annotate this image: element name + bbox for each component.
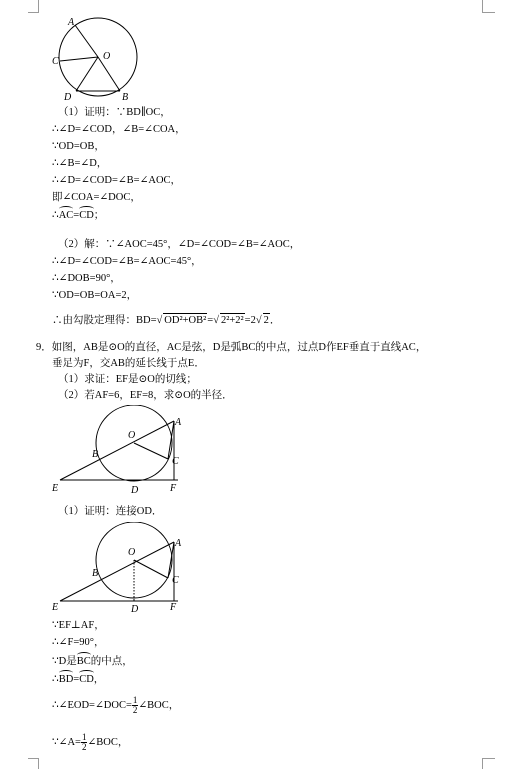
sqrt-two: 2 <box>263 315 269 326</box>
solution2-line-5: ∴由勾股定理得：BD=√ OD²+OB²=√ 2²+2²=2√ 2． <box>52 315 281 326</box>
fig2-label-a: A <box>175 417 182 428</box>
proof9-line-6-prefix: ∵∠A= <box>52 736 81 748</box>
fraction-numerator: 1 <box>132 695 138 705</box>
fig2-label-d: D <box>131 485 139 496</box>
fig3-label-d: D <box>131 604 139 614</box>
proof1-line-2: ∴∠D=∠COD，∠B=∠COA， <box>52 124 186 135</box>
fig3-label-b: B <box>92 568 99 579</box>
proof9-line-6 <box>52 733 128 752</box>
arc-cd: CD <box>79 210 94 221</box>
solution2-line-5-result: =2 <box>244 315 256 326</box>
fig3-label-a: A <box>175 538 182 549</box>
proof9-line-6-suffix: ∠BOC， <box>87 736 129 748</box>
proof1-line-7-suffix: ； <box>93 210 105 221</box>
crop-mark-top-right <box>482 0 495 13</box>
fig3-label-e: E <box>52 602 59 613</box>
figure-circle-1 <box>48 16 148 102</box>
proof1-line-7-equals: = <box>73 210 80 221</box>
proof9-line-2: ∴∠F=90°， <box>52 637 105 648</box>
solution2-line-2: ∴∠D=∠COD=∠B=∠AOC=45°， <box>52 256 202 267</box>
figure-tangent-2 <box>48 522 188 614</box>
fig2-label-o: O <box>128 430 136 441</box>
arc-bc: BC <box>76 656 91 667</box>
fraction-numerator-2: 1 <box>81 732 87 742</box>
solution2-line-5-end: ． <box>269 315 281 326</box>
proof9-line-5 <box>52 696 179 715</box>
proof1-line-4: ∴∠B=∠D， <box>52 158 108 169</box>
arc-cd-2: CD <box>79 674 94 685</box>
proof9-line-3-suffix: 的中点， <box>90 656 133 667</box>
solution2-line-1: （2）解：∵∠AOC=45°，∠D=∠COD=∠B=∠AOC， <box>58 239 301 250</box>
proof9-line-1: ∵EF⊥AF， <box>52 620 105 631</box>
fig3-label-f: F <box>170 602 177 613</box>
crop-mark-bottom-left <box>28 758 39 769</box>
proof9-line-5-suffix: ∠BOC， <box>138 699 180 711</box>
proof1-line-1: （1）证明：∵BD∥OC， <box>58 107 171 118</box>
arc-ac: AC <box>58 210 74 221</box>
sqrt-two-squares: 2²+2² <box>220 315 244 326</box>
proof9-line-4-suffix: ， <box>93 674 105 685</box>
fraction-denominator: 2 <box>132 705 138 715</box>
fig1-label-c: C <box>52 56 59 67</box>
fig1-label-b: B <box>122 92 129 102</box>
proof1-line-3: ∵OD=OB， <box>52 141 105 152</box>
crop-mark-bottom-right <box>482 758 495 769</box>
proof9-line-4-prefix: ∴ <box>52 674 59 685</box>
fig3-label-o: O <box>128 547 136 558</box>
solution2-line-5-equals: = <box>207 315 214 326</box>
sqrt-od-ob: OD²+OB² <box>164 315 207 326</box>
proof9-line-4 <box>52 673 104 686</box>
fig3-label-c: C <box>172 575 179 586</box>
proof9-line-3-prefix: ∵D是 <box>52 656 77 667</box>
question9-line-4: （2）若AF=6，EF=8，求⊙O的半径． <box>58 390 233 401</box>
question9-line-3: （1）求证：EF是⊙O的切线； <box>58 374 197 385</box>
proof1-line-6: 即∠COA=∠DOC， <box>52 192 141 203</box>
solution2-line-3: ∴∠DOB=90°， <box>52 273 121 284</box>
fig1-label-d: D <box>64 92 72 102</box>
question9-line-1: 9．如图，AB是⊙O的直径，AC是弦，D是弧BC的中点，过点D作EF垂直于直线AC， <box>36 342 427 353</box>
proof1-line-7-prefix: ∴ <box>52 210 59 221</box>
solution2-line-5-prefix: ∴由勾股定理得：BD= <box>52 315 157 326</box>
fig1-label-a: A <box>68 17 75 28</box>
proof9-line-3 <box>52 655 133 668</box>
fig2-label-c: C <box>172 456 179 467</box>
fig2-label-f: F <box>170 483 177 494</box>
fig2-label-b: B <box>92 449 99 460</box>
proof1-line-5: ∴∠D=∠COD=∠B=∠AOC， <box>52 175 182 186</box>
fig1-label-o: O <box>103 51 111 62</box>
solution2-line-4: ∵OD=OB=OA=2， <box>52 290 138 301</box>
question9-line-2: 垂足为F，交AB的延长线于点E． <box>52 358 205 369</box>
proof9-intro: （1）证明：连接OD． <box>58 506 163 517</box>
proof1-line-7 <box>52 209 104 222</box>
proof9-line-5-prefix: ∴∠EOD=∠DOC= <box>52 699 132 711</box>
proof9-line-4-equals: = <box>73 674 80 685</box>
fig2-label-e: E <box>52 483 59 494</box>
crop-mark-top-left <box>28 0 39 13</box>
fraction-denominator-2: 2 <box>81 742 87 752</box>
figure-tangent-1 <box>48 405 188 497</box>
arc-bd: BD <box>58 674 74 685</box>
